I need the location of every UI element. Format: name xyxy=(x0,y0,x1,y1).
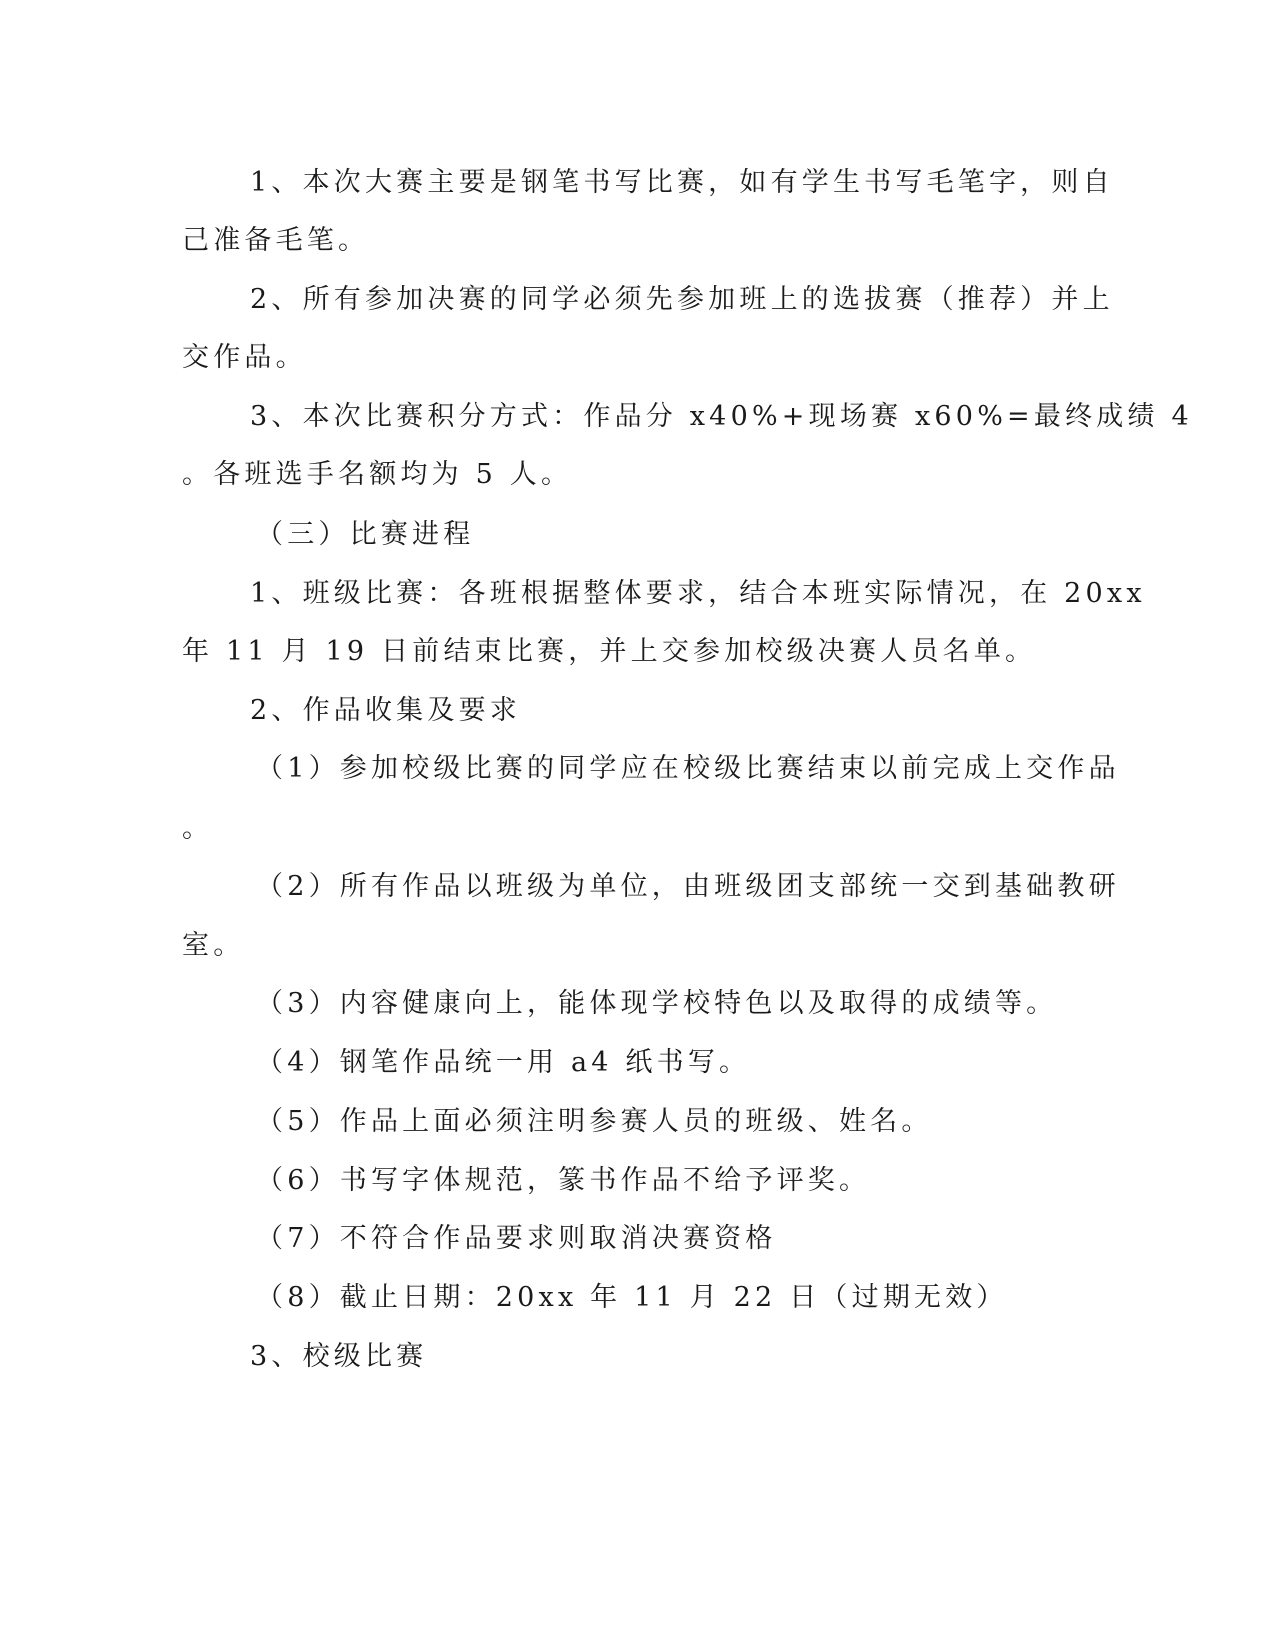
section-heading-progress: （三）比赛进程 xyxy=(256,519,475,550)
paragraph-5-heading: 2、作品收集及要求 xyxy=(250,695,521,726)
item-3: （3）内容健康向上，能体现学校特色以及取得的成绩等。 xyxy=(256,988,1058,1019)
item-2-line-1: （2）所有作品以班级为单位，由班级团支部统一交到基础教研 xyxy=(256,871,1120,902)
item-1-line-2: 。 xyxy=(182,813,214,844)
paragraph-3-line-2: 。各班选手名额均为 5 人。 xyxy=(182,459,573,490)
paragraph-4-line-2: 年 11 月 19 日前结束比赛，并上交参加校级决赛人员名单。 xyxy=(182,636,1037,667)
item-5: （5）作品上面必须注明参赛人员的班级、姓名。 xyxy=(256,1106,933,1137)
paragraph-2-line-1: 2、所有参加决赛的同学必须先参加班上的选拔赛（推荐）并上 xyxy=(250,284,1114,315)
paragraph-4-line-1: 1、班级比赛：各班根据整体要求，结合本班实际情况，在 20xx xyxy=(250,578,1146,609)
paragraph-3-line-1: 3、本次比赛积分方式：作品分 x40%+现场赛 x60%=最终成绩 4 xyxy=(250,401,1193,432)
paragraph-2-line-2: 交作品。 xyxy=(182,342,307,373)
item-6: （6）书写字体规范，篆书作品不给予评奖。 xyxy=(256,1165,871,1196)
paragraph-1-line-1: 1、本次大赛主要是钢笔书写比赛，如有学生书写毛笔字，则自 xyxy=(250,167,1114,198)
paragraph-6-heading: 3、校级比赛 xyxy=(250,1341,428,1372)
item-2-line-2: 室。 xyxy=(182,930,245,961)
paragraph-1-line-2: 己准备毛笔。 xyxy=(182,225,370,256)
item-8: （8）截止日期：20xx 年 11 月 22 日（过期无效） xyxy=(256,1282,1008,1313)
item-4: （4）钢笔作品统一用 a4 纸书写。 xyxy=(256,1047,751,1078)
item-7: （7）不符合作品要求则取消决赛资格 xyxy=(256,1223,777,1254)
item-1-line-1: （1）参加校级比赛的同学应在校级比赛结束以前完成上交作品 xyxy=(256,753,1120,784)
